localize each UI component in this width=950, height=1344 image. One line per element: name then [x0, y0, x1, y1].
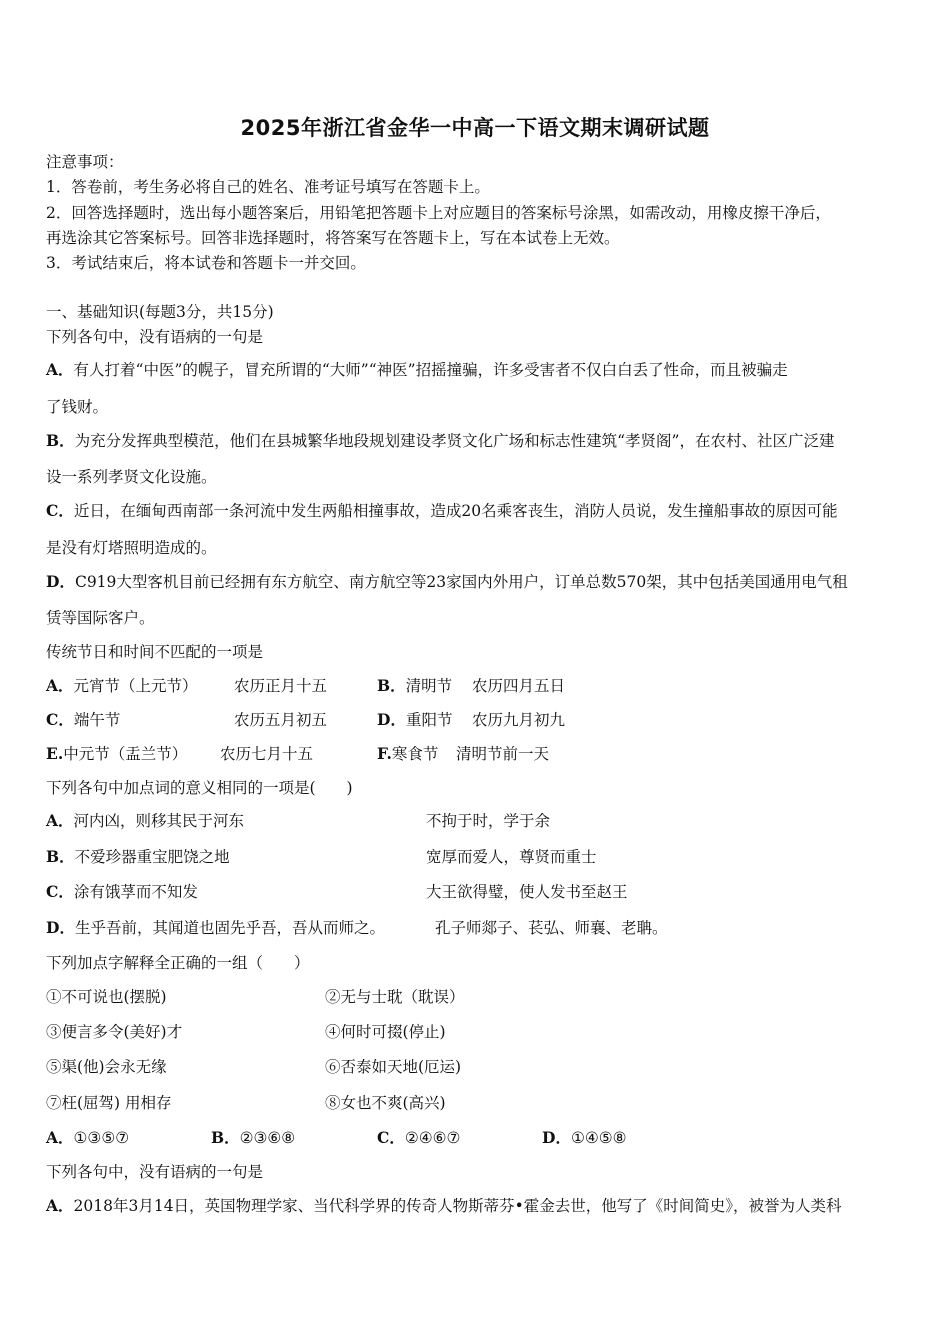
q4-item-8: ⑧女也不爽(高兴) — [325, 1094, 446, 1112]
option-letter: C． — [46, 882, 74, 901]
q4-option-c: C．②④⑥⑦ — [377, 1128, 461, 1147]
q1-option-d: D．C919大型客机目前已经拥有东方航空、南方航空等23家国内外用户，订单总数570架，其中包括美国通用电气租 — [46, 572, 848, 591]
q4-item-3: ③便言多令(美好)才 — [46, 1023, 183, 1041]
q4-item-4: ④何时可掇(停止) — [325, 1023, 446, 1041]
notice-item-3: 3．考试结束后，将本试卷和答题卡一并交回。 — [46, 254, 366, 272]
q2-option-b: B．清明节 — [377, 676, 453, 695]
q3-option-d: D．生乎吾前，其闻道也固先乎吾，吾从而师之。 — [46, 918, 385, 937]
q3-option-b: B．不爱珍器重宝肥饶之地 — [46, 847, 230, 866]
q4-option-d: D．①④⑤⑧ — [542, 1128, 627, 1147]
q2-option-d-value: 农历九月初九 — [472, 711, 566, 729]
option-letter: A． — [46, 360, 74, 379]
q1-option-b-cont: 设一系列孝贤文化设施。 — [46, 468, 217, 486]
option-letter: A． — [46, 1128, 74, 1147]
q3-option-d-pair: 孔子师郯子、苌弘、师襄、老聃。 — [435, 919, 668, 937]
q2-stem: 传统节日和时间不匹配的一项是 — [46, 643, 264, 661]
option-letter: B． — [46, 431, 75, 450]
option-letter: D． — [46, 572, 75, 591]
q4-item-5: ⑤渠(他)会永无缘 — [46, 1058, 167, 1076]
option-letter: F. — [377, 744, 392, 763]
notice-item-1: 1．答卷前，考生务必将自己的姓名、准考证号填写在答题卡上。 — [46, 178, 490, 196]
option-letter: C． — [377, 1128, 405, 1147]
q3-option-c-pair: 大王欲得璧，使人发书至赵王 — [426, 883, 628, 901]
option-letter: C． — [46, 710, 74, 729]
page-title: 2025年浙江省金华一中高一下语文期末调研试题 — [240, 116, 710, 140]
q4-item-2: ②无与士耽（耽误） — [325, 988, 465, 1006]
option-letter: D． — [542, 1128, 571, 1147]
option-letter: E. — [46, 744, 64, 763]
option-letter: A． — [46, 811, 74, 830]
q2-option-a: A．元宵节（上元节） — [46, 676, 198, 695]
option-letter: D． — [46, 918, 75, 937]
q3-option-a: A．河内凶，则移其民于河东 — [46, 811, 245, 830]
q2-option-f-value: 清明节前一天 — [456, 745, 550, 763]
q1-option-d-cont: 赁等国际客户。 — [46, 609, 155, 627]
q4-option-a: A．①③⑤⑦ — [46, 1128, 130, 1147]
option-letter: B． — [46, 847, 75, 866]
q1-stem: 下列各句中，没有语病的一句是 — [46, 328, 264, 346]
q4-option-b: B．②③⑥⑧ — [211, 1128, 296, 1147]
q2-option-f: F.寒食节 — [377, 744, 439, 763]
section-heading: 一、基础知识(每题3分，共15分) — [46, 303, 274, 321]
notice-heading: 注意事项： — [46, 153, 124, 171]
q1-option-c-cont: 是没有灯塔照明造成的。 — [46, 539, 217, 557]
q3-option-b-pair: 宽厚而爱人，尊贤而重士 — [426, 848, 597, 866]
option-letter: B． — [211, 1128, 240, 1147]
q3-stem: 下列各句中加点词的意义相同的一项是( ) — [46, 779, 353, 797]
q2-option-e-value: 农历七月十五 — [220, 745, 314, 763]
q4-item-7: ⑦枉(屈驾) 用相存 — [46, 1094, 172, 1112]
option-letter: A． — [46, 1196, 74, 1215]
q4-item-6: ⑥否泰如天地(厄运) — [325, 1058, 462, 1076]
q2-option-a-value: 农历正月十五 — [234, 677, 328, 695]
q4-stem: 下列加点字解释全正确的一组（ ） — [46, 954, 310, 972]
q3-option-c: C．涂有饿莩而不知发 — [46, 882, 198, 901]
q2-option-d: D．重阳节 — [377, 710, 453, 729]
option-letter: A． — [46, 676, 74, 695]
q3-option-a-pair: 不拘于时，学于余 — [426, 812, 551, 830]
q2-option-e: E.中元节（盂兰节） — [46, 744, 188, 763]
q5-option-a: A．2018年3月14日，英国物理学家、当代科学界的传奇人物斯蒂芬•霍金去世，他写了《时间简史》，被誉为人类科 — [46, 1196, 842, 1215]
q4-item-1: ①不可说也(摆脱) — [46, 988, 167, 1006]
option-letter: D． — [377, 710, 406, 729]
option-letter: C． — [46, 501, 74, 520]
option-letter: B． — [377, 676, 406, 695]
q1-option-c: C．近日，在缅甸西南部一条河流中发生两船相撞事故，造成20名乘客丧生，消防人员说，发生撞船事故的原因可能 — [46, 501, 838, 520]
q2-option-b-value: 农历四月五日 — [472, 677, 566, 695]
notice-item-2: 2．回答选择题时，选出每小题答案后，用铅笔把答题卡上对应题目的答案标号涂黑，如需改动，用橡皮擦干净后， — [46, 204, 831, 222]
q2-option-c: C．端午节 — [46, 710, 121, 729]
q1-option-a-cont: 了钱财。 — [46, 398, 109, 416]
q5-stem: 下列各句中，没有语病的一句是 — [46, 1163, 264, 1181]
q1-option-b: B．为充分发挥典型模范，他们在县城繁华地段规划建设孝贤文化广场和标志性建筑“孝贤阁”，在农村、社区广泛建 — [46, 431, 835, 450]
q2-option-c-value: 农历五月初五 — [234, 711, 328, 729]
q1-option-a: A．有人打着“中医”的幌子，冒充所谓的“大师”“神医”招摇撞骗，许多受害者不仅白白丢了性命，而且被骗走 — [46, 360, 788, 379]
notice-item-2-cont: 再选涂其它答案标号。回答非选择题时，将答案写在答题卡上，写在本试卷上无效。 — [46, 229, 620, 247]
